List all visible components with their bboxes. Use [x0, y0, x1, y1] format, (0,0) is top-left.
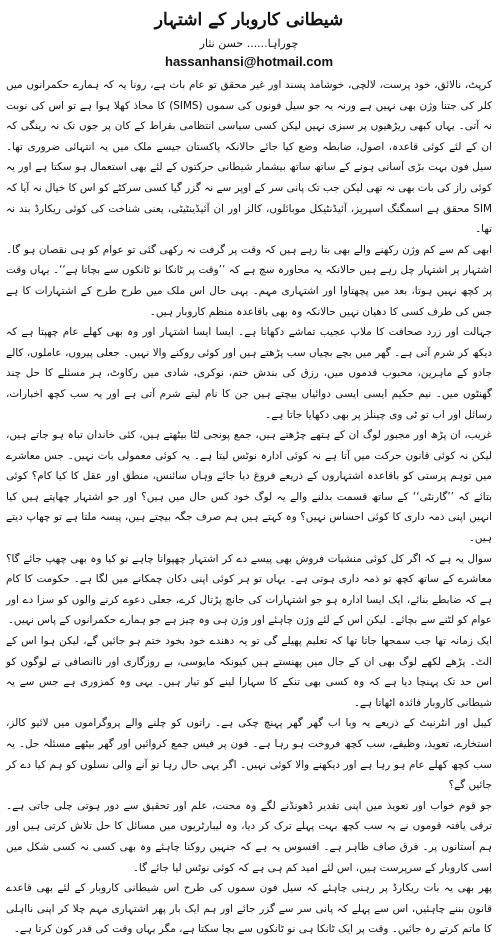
article-paragraph: ابھی کم سے کم وژن رکھنے والے بھی بتا رہے ہیں کہ وقت پر گرفت نہ رکھی گئی تو عوام کو ہی نقصان ہو گا۔ اشتہار پر اشتہار چل رہے ہیں حالانکہ یہ محاورہ سچ ہے کہ ’’وقت پر ٹانکا نو ٹانکوں سے بچاتا ہے‘‘۔ یہاں وقت پر کچھ نہیں ہوتا، بعد میں پچھتاوا اور اشتہاری مہم۔ یہی حال اس ملک میں طرح طرح کے اشتہارات کا ہے جس کی طرف کسی کا دھیان نہیں حالانکہ وہ بھی باقاعدہ منظم کاروبار ہیں۔ [6, 243, 492, 318]
article-title: شیطانی کاروبار کے اشتہار [154, 10, 344, 30]
article-paragraph: پھر بھی یہ بات ریکارڈ پر رہنی چاہئے کہ سیل فون سموں کی طرح اس شیطانی کاروبار کے لئے بھی قاعدے قانون بننے چاہئیں، اس سے پہلے کہ پانی سر سے گزر جائے اور ہم ایک بار پھر اشتہاری مہم چلا کر اپنی نااہلی کا ماتم کرتے رہ جائیں۔ وقت پر ایک ٹانکا ہی نو ٹانکوں سے بچا سکتا ہے، مگر یہاں وقت کی قدر کون کرتا ہے۔ [6, 882, 492, 936]
article-paragraph: ایک زمانہ تھا جب سمجھا جاتا تھا کہ تعلیم پھیلے گی تو یہ دھندے خود بخود ختم ہو جائیں گے، لیکن ہوا اس کے الٹ۔ پڑھے لکھے لوگ بھی ان کے جال میں پھنستے ہیں کیونکہ مایوسی، بے روزگاری اور ناانصافی نے لوگوں کو اس حد تک پہنچا دیا ہے کہ وہ کسی بھی تنکے کا سہارا لینے کو تیار ہیں۔ یہی وہ کمزوری ہے جس سے یہ شیطانی کاروبار فائدہ اٹھاتا ہے۔ [6, 635, 492, 709]
article-paragraph: جہالت اور زرد صحافت کا ملاپ عجیب تماشے دکھاتا ہے۔ ایسا ایسا اشتہار اور وہ بھی کھلے عام چھپتا ہے کہ دیکھ کر شرم آتی ہے۔ گھر میں بچے بچیاں سب پڑھتے ہیں اور کوئی روکنے والا نہیں۔ جعلی پیروں، عاملوں، کالے جادو کے ماہرین، محبوب قدموں میں، رزق کی بندش ختم، نوکری، شادی میں رکاوٹ، ہر مسئلے کا حل چند گھنٹوں میں۔ نیم حکیم ایسی ایسی دوائیاں بیچتے ہیں جن کا نام لیتے شرم آتی ہے اور یہ سب کچھ اخبارات، رسائل اور اب تو ٹی وی چینلز پر بھی دکھایا جاتا ہے۔ [6, 326, 492, 421]
author-email: hassanhansi@hotmail.com [165, 54, 333, 69]
article-paragraph: کرپٹ، نالائق، خود پرست، لالچی، خوشامد پسند اور غیر محقق تو عام بات ہے، رونا یہ کہ ہمارے حکمرانوں میں کلر کی جتنا وژن بھی نہیں ہے ورنہ یہ جو سیل فونوں کی سموں (SIMS) کا محاذ کھلا ہوا ہے تو اس کی نوبت نہ آتی۔ یہاں کبھی ریڑھیوں پر سبزی نہیں لیکن کسی سیاسی انتظامی بقراط کے کان پر جوں تک نہ رینگی کہ ان کے لئے کوئی قاعدہ، اصول، ضابطہ وضع کیا جائے حالانکہ پاکستان جیسے ملک میں یہ انتہائی ضروری تھا۔ سیل فون بہت بڑی آسانی ہونے کے ساتھ ساتھ بیشمار شیطانی حرکتوں کے لئے بھی استعمال ہو سکتا ہے اور یہ کوئی راز کی بات بھی نہ تھی لیکن جب تک پانی سر کے اوپر سے نہ گزر گیا کسی سرکٹے کو اس کا خیال نہ آیا کہ SIM محقق ہے اسمگنگ اسپریز، آئیڈنٹیکل موبائلوں، کالز اور ان آئیڈینٹیٹی، یعنی شناخت کی کوئی ریکارڈ بند نہ تھا۔ [6, 79, 492, 236]
article-paragraph: سوال یہ ہے کہ اگر کل کوئی منشیات فروش بھی پیسے دے کر اشتہار چھپوانا چاہے تو کیا وہ بھی چھپ جائے گا؟ معاشرے کے ساتھ کچھ تو ذمہ داری ہوتی ہے۔ یہاں تو ہر کوئی اپنی دکان چمکانے میں لگا ہے۔ حکومت کا کام ہے کہ ضابطے بنائے، ایک ایسا ادارہ ہو جو اشتہارات کی جانچ پڑتال کرے، جعلی دعوے کرنے والوں کو سزا دے اور عوام کو لٹنے سے بچائے۔ لیکن اس کے لئے وژن چاہئے اور وژن ہی وہ چیز ہے جو ہمارے حکمرانوں کے پاس نہیں۔ [6, 552, 492, 627]
article-header [6, 8, 492, 71]
article-body [6, 75, 492, 940]
article-byline: چوراہا...... حسن نثار [199, 37, 299, 50]
article-paragraph: غریب، ان پڑھ اور مجبور لوگ ان کے ہتھے چڑھتے ہیں، جمع پونجی لٹا بیٹھتے ہیں، کئی خاندان تباہ ہو جاتے ہیں، لیکن نہ کوئی قانون حرکت میں آتا ہے نہ کوئی ادارہ نوٹس لیتا ہے۔ یہ کوئی معمولی بات نہیں۔ جس معاشرے میں توہم پرستی کو باقاعدہ اشتہاروں کے ذریعے فروغ دیا جائے وہاں سائنس، منطق اور عقل کا کیا کام؟ کوئی بتائے کہ ’’گارنٹی‘‘ کے ساتھ قسمت بدلنے والے یہ لوگ خود کس حال میں ہیں؟ اور جو اشتہار چھاپتے ہیں کیا انہیں اپنی ذمہ داری کا کوئی احساس نہیں؟ وہ کہتے ہیں ہم صرف جگہ بیچتے ہیں، پیسہ ملتا ہے تو چھاپ دیتے ہیں۔ [6, 429, 492, 545]
article-paragraph: کیبل اور انٹرنیٹ کے ذریعے یہ وبا اب گھر گھر پہنچ چکی ہے۔ راتوں کو چلنے والے پروگراموں میں لائیو کالز، استخارے، تعویذ، وظیفے، سب کچھ فروخت ہو رہا ہے۔ فون پر فیس جمع کروائیں اور گھر بیٹھے مسئلہ حل۔ یہ سب کچھ کھلے عام ہو رہا ہے اور دیکھنے والا کوئی نہیں۔ اگر یہی حال رہا تو آنے والی نسلوں کو ہم کیا دے کر جائیں گے؟ [6, 717, 492, 792]
article-paragraph: جو قوم خواب اور تعویذ میں اپنی تقدیر ڈھونڈنے لگے وہ محنت، علم اور تحقیق سے دور ہوتی چلی جاتی ہے۔ ترقی یافتہ قوموں نے یہ سب کچھ بہت پہلے ترک کر دیا، وہ لیبارٹریوں میں مسائل کا حل تلاش کرتی ہیں اور ہم آستانوں پر۔ فرق صاف ظاہر ہے۔ افسوس یہ ہے کہ جنہیں روکنا چاہئے وہ بھی کسی نہ کسی شکل میں اسی کاروبار کے سرپرست ہیں، اس لئے امید کم ہی ہے کہ کوئی نوٹس لیا جائے گا۔ [6, 799, 492, 874]
